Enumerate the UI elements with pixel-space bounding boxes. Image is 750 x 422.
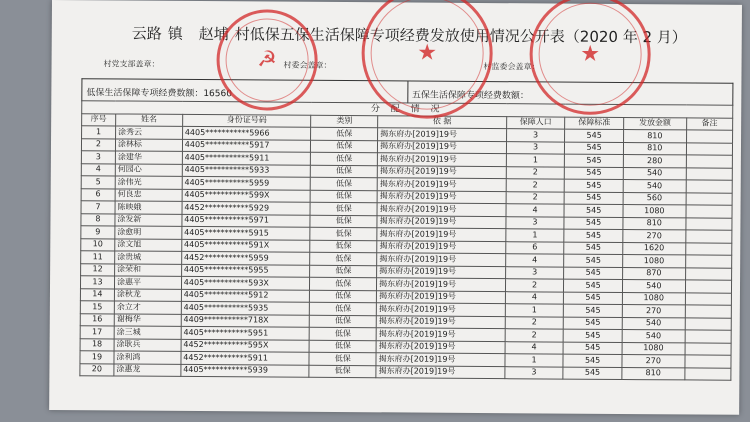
table-cell: 545 bbox=[565, 179, 624, 192]
table-cell: 810 bbox=[622, 367, 685, 380]
supervision-stamp: ★ bbox=[529, 0, 651, 115]
table-cell: 270 bbox=[623, 229, 686, 242]
table-cell: 3 bbox=[506, 141, 565, 154]
table-cell: 何园心 bbox=[115, 163, 182, 176]
table-cell: 545 bbox=[563, 329, 622, 342]
table-cell: 14 bbox=[80, 288, 114, 301]
table-cell bbox=[686, 130, 732, 143]
table-cell: 4405***********591X bbox=[182, 239, 311, 252]
document-page bbox=[49, 0, 742, 415]
table-cell: 涂荣和 bbox=[115, 263, 182, 276]
table-cell: 11 bbox=[81, 251, 115, 264]
table-cell: 6 bbox=[505, 241, 564, 254]
table-cell: 540 bbox=[622, 317, 685, 330]
table-cell: 揭东府办[2019]19号 bbox=[377, 265, 506, 278]
table-cell: 2 bbox=[506, 191, 565, 204]
table-cell: 545 bbox=[564, 279, 623, 292]
table-cell: 870 bbox=[623, 267, 686, 280]
table-cell: 9 bbox=[81, 226, 115, 239]
table-cell: 545 bbox=[564, 254, 623, 267]
table-cell: 揭东府办[2019]19号 bbox=[376, 315, 505, 328]
table-cell bbox=[685, 355, 731, 368]
table-cell: 20 bbox=[80, 363, 114, 376]
table-cell: 3 bbox=[506, 129, 565, 142]
title-village: 赵埔 bbox=[198, 25, 229, 44]
table-cell: 4405***********5971 bbox=[182, 214, 311, 227]
table-cell: 揭东府办[2019]19号 bbox=[378, 153, 507, 166]
table-cell: 4405***********5911 bbox=[182, 151, 311, 164]
table-cell: 何良忠 bbox=[115, 188, 182, 201]
table-cell: 16 bbox=[80, 313, 114, 326]
table-cell: 545 bbox=[564, 192, 623, 205]
table-cell: 545 bbox=[563, 342, 622, 355]
table-cell: 低保 bbox=[311, 177, 378, 190]
table-cell: 4 bbox=[505, 341, 564, 354]
table-cell: 揭东府办[2019]19号 bbox=[377, 203, 506, 216]
table-cell: 揭东府办[2019]19号 bbox=[377, 215, 506, 228]
table-cell: 低保 bbox=[310, 290, 377, 303]
column-header: 备注 bbox=[686, 117, 732, 130]
village-committee-seal-label: 村委会盖章： bbox=[283, 60, 332, 70]
table-cell: 545 bbox=[563, 354, 622, 367]
table-cell: 545 bbox=[564, 217, 623, 230]
table-cell: 3 bbox=[505, 366, 564, 379]
party-branch-seal-label: 村党支部盖章： bbox=[103, 59, 160, 69]
table-cell: 4 bbox=[506, 204, 565, 217]
table-cell: 540 bbox=[622, 279, 685, 292]
table-cell: 揭东府办[2019]19号 bbox=[377, 178, 506, 191]
table-cell: 涂秋龙 bbox=[114, 288, 181, 301]
table-cell: 545 bbox=[564, 304, 623, 317]
table-cell: 3 bbox=[81, 151, 115, 164]
table-cell: 4405***********5955 bbox=[181, 264, 310, 277]
table-cell: 低保 bbox=[310, 315, 377, 328]
table-cell: 545 bbox=[564, 204, 623, 217]
table-cell: 2 bbox=[506, 166, 565, 179]
table-cell: 545 bbox=[565, 142, 624, 155]
table-cell: 545 bbox=[565, 154, 624, 167]
table-cell: 3 bbox=[506, 216, 565, 229]
table-cell: 低保 bbox=[311, 165, 378, 178]
table-cell bbox=[686, 167, 732, 180]
table-cell: 谢梅华 bbox=[114, 313, 181, 326]
party-stamp: ☭ bbox=[216, 9, 318, 111]
table-cell: 低保 bbox=[309, 327, 376, 340]
table-cell: 4405***********5959 bbox=[182, 176, 311, 189]
table-cell: 7 bbox=[81, 201, 115, 214]
table-cell: 1080 bbox=[623, 254, 686, 267]
column-header: 姓名 bbox=[116, 113, 183, 126]
column-header: 依 据 bbox=[378, 115, 507, 128]
table-cell: 4405***********5966 bbox=[182, 126, 311, 139]
table-cell: 4405***********599X bbox=[182, 189, 311, 202]
table-cell: 810 bbox=[623, 142, 686, 155]
table-cell: 低保 bbox=[310, 252, 377, 265]
table-cell: 低保 bbox=[311, 140, 378, 153]
title-town-suffix: 镇 bbox=[167, 24, 183, 43]
table-cell: 810 bbox=[623, 217, 686, 230]
table-cell: 8 bbox=[81, 213, 115, 226]
table-cell: 540 bbox=[623, 179, 686, 192]
table-cell: 4405***********5933 bbox=[182, 164, 311, 177]
table-cell: 540 bbox=[623, 167, 686, 180]
table-cell: 810 bbox=[623, 129, 686, 142]
column-header: 类别 bbox=[311, 115, 378, 128]
table-cell: 4405***********593X bbox=[181, 276, 310, 289]
table-cell: 545 bbox=[565, 129, 624, 142]
table-cell: 涂文旭 bbox=[115, 238, 182, 251]
table-cell: 560 bbox=[623, 192, 686, 205]
section-header: 分 配 情 况 bbox=[82, 101, 733, 118]
table-cell: 涂三城 bbox=[114, 326, 181, 339]
table-cell: 陈映娥 bbox=[115, 201, 182, 214]
table-cell bbox=[686, 217, 732, 230]
table-cell: 低保 bbox=[310, 277, 377, 290]
table-cell: 低保 bbox=[309, 340, 376, 353]
column-header: 身份证号码 bbox=[182, 114, 311, 127]
table-cell: 3 bbox=[505, 266, 564, 279]
table-cell: 揭东府办[2019]19号 bbox=[376, 353, 505, 366]
table-cell: 低保 bbox=[311, 152, 378, 165]
table-cell: 低保 bbox=[310, 240, 377, 253]
table-cell: 低保 bbox=[310, 302, 377, 315]
table-cell: 涂愈明 bbox=[115, 226, 182, 239]
table-cell: 5 bbox=[81, 176, 115, 189]
table-cell: 4 bbox=[81, 163, 115, 176]
table-cell: 揭东府办[2019]19号 bbox=[376, 365, 505, 378]
table-cell: 涂秀云 bbox=[115, 126, 182, 139]
table-cell: 545 bbox=[564, 317, 623, 330]
column-header: 保障人口 bbox=[506, 116, 565, 129]
table-cell: 1080 bbox=[622, 342, 685, 355]
table-cell: 18 bbox=[80, 338, 114, 351]
table-cell: 低保 bbox=[310, 227, 377, 240]
table-cell: 涂耿兵 bbox=[114, 338, 181, 351]
table-cell bbox=[686, 142, 732, 155]
table-cell: 545 bbox=[565, 167, 624, 180]
table-cell: 余立才 bbox=[114, 301, 181, 314]
table-cell: 4 bbox=[505, 254, 564, 267]
table-cell: 1 bbox=[82, 126, 116, 139]
village-stamp: ★ bbox=[361, 0, 493, 119]
table-cell: 270 bbox=[622, 304, 685, 317]
table-cell: 揭东府办[2019]19号 bbox=[377, 165, 506, 178]
five-guarantee-fund-amount: 五保生活保障专项经费数额： bbox=[411, 90, 529, 102]
table-cell: 揭东府办[2019]19号 bbox=[377, 278, 506, 291]
table-cell bbox=[685, 342, 731, 355]
table-cell: 4405***********5917 bbox=[182, 139, 311, 152]
table-cell: 2 bbox=[506, 179, 565, 192]
table-cell: 2 bbox=[81, 138, 115, 151]
table-cell: 4405***********5939 bbox=[181, 364, 310, 377]
table-cell: 涂惠平 bbox=[114, 276, 181, 289]
table-cell: 低保 bbox=[310, 190, 377, 203]
table-cell: 低保 bbox=[310, 265, 377, 278]
table-cell: 1 bbox=[506, 154, 565, 167]
table-cell: 545 bbox=[564, 292, 623, 305]
table-cell bbox=[685, 267, 731, 280]
table-cell bbox=[686, 205, 732, 218]
table-cell: 10 bbox=[81, 238, 115, 251]
table-cell bbox=[685, 367, 731, 380]
column-header: 保障标准 bbox=[565, 117, 624, 130]
column-header: 发放金额 bbox=[624, 117, 687, 130]
table-cell: 4452***********5929 bbox=[182, 201, 311, 214]
table-cell: 4452***********5959 bbox=[181, 251, 310, 264]
table-cell: 涂贵城 bbox=[115, 251, 182, 264]
table-cell: 4405***********5912 bbox=[181, 289, 310, 302]
table-cell: 揭东府办[2019]19号 bbox=[378, 128, 507, 141]
table-cell bbox=[686, 180, 732, 193]
table-cell: 1080 bbox=[623, 204, 686, 217]
table-cell bbox=[686, 155, 732, 168]
table-cell: 揭东府办[2019]19号 bbox=[378, 140, 507, 153]
supervision-committee-seal-label: 村监委会盖章： bbox=[483, 62, 540, 72]
table-cell: 17 bbox=[80, 326, 114, 339]
table-cell: 揭东府办[2019]19号 bbox=[377, 190, 506, 203]
table-cell: 545 bbox=[564, 229, 623, 242]
column-header: 序号 bbox=[82, 113, 116, 126]
distribution-table bbox=[79, 100, 733, 381]
table-cell: 4405***********5951 bbox=[181, 326, 310, 339]
table-body bbox=[80, 126, 733, 381]
table-cell: 545 bbox=[564, 267, 623, 280]
table-cell: 涂林标 bbox=[115, 138, 182, 151]
table-cell: 涂发新 bbox=[115, 213, 182, 226]
table-cell: 1 bbox=[506, 229, 565, 242]
table-cell: 545 bbox=[564, 242, 623, 255]
table-cell: 涂惠龙 bbox=[114, 363, 181, 376]
table-cell: 4452***********595X bbox=[181, 339, 310, 352]
table-cell: 4405***********5935 bbox=[181, 301, 310, 314]
table-cell: 低保 bbox=[309, 352, 376, 365]
table-cell bbox=[685, 317, 731, 330]
table-cell: 540 bbox=[622, 329, 685, 342]
table-cell: 揭东府办[2019]19号 bbox=[377, 240, 506, 253]
low-income-fund-amount: 低保生活保障专项经费数额：16560 bbox=[82, 79, 408, 103]
table-cell bbox=[685, 292, 731, 305]
table-cell: 19 bbox=[80, 351, 114, 364]
table-cell: 1620 bbox=[623, 242, 686, 255]
table-cell: 涂利鸿 bbox=[114, 351, 181, 364]
table-cell: 13 bbox=[80, 276, 114, 289]
table-cell: 2 bbox=[505, 316, 564, 329]
table-cell bbox=[685, 242, 731, 255]
table-cell: 低保 bbox=[310, 215, 377, 228]
table-cell: 低保 bbox=[311, 127, 378, 140]
table-cell: 4452***********5911 bbox=[181, 351, 310, 364]
table-cell: 12 bbox=[81, 263, 115, 276]
table-cell: 2 bbox=[505, 329, 564, 342]
title-town: 云路 bbox=[131, 24, 162, 43]
table-cell bbox=[686, 192, 732, 205]
table-cell: 低保 bbox=[310, 202, 377, 215]
table-cell bbox=[685, 305, 731, 318]
table-cell bbox=[685, 255, 731, 268]
table-cell: 1 bbox=[505, 354, 564, 367]
table-cell: 15 bbox=[80, 301, 114, 314]
table-cell bbox=[685, 280, 731, 293]
table-cell: 揭东府办[2019]19号 bbox=[377, 253, 506, 266]
table-cell: 涂建华 bbox=[115, 151, 182, 164]
table-cell: 涂伟光 bbox=[115, 176, 182, 189]
table-cell: 2 bbox=[505, 279, 564, 292]
table-cell: 545 bbox=[563, 367, 622, 380]
table-cell: 270 bbox=[622, 354, 685, 367]
table-cell: 6 bbox=[81, 188, 115, 201]
table-cell: 4405***********5915 bbox=[182, 226, 311, 239]
table-cell: 揭东府办[2019]19号 bbox=[376, 340, 505, 353]
table-cell: 揭东府办[2019]19号 bbox=[377, 228, 506, 241]
table-cell: 4409***********718X bbox=[181, 314, 310, 327]
table-cell: 280 bbox=[623, 154, 686, 167]
table-cell bbox=[685, 330, 731, 343]
table-cell: 4 bbox=[505, 291, 564, 304]
table-cell: 1 bbox=[505, 304, 564, 317]
table-cell: 揭东府办[2019]19号 bbox=[376, 303, 505, 316]
table-cell: 揭东府办[2019]19号 bbox=[376, 328, 505, 341]
table-cell: 1080 bbox=[622, 292, 685, 305]
table-cell bbox=[685, 230, 731, 243]
table-cell: 揭东府办[2019]19号 bbox=[377, 290, 506, 303]
table-cell: 低保 bbox=[309, 365, 376, 378]
title-main: 村低保五保生活保障专项经费发放使用情况公开表（2020 年 2 月） bbox=[234, 25, 687, 47]
